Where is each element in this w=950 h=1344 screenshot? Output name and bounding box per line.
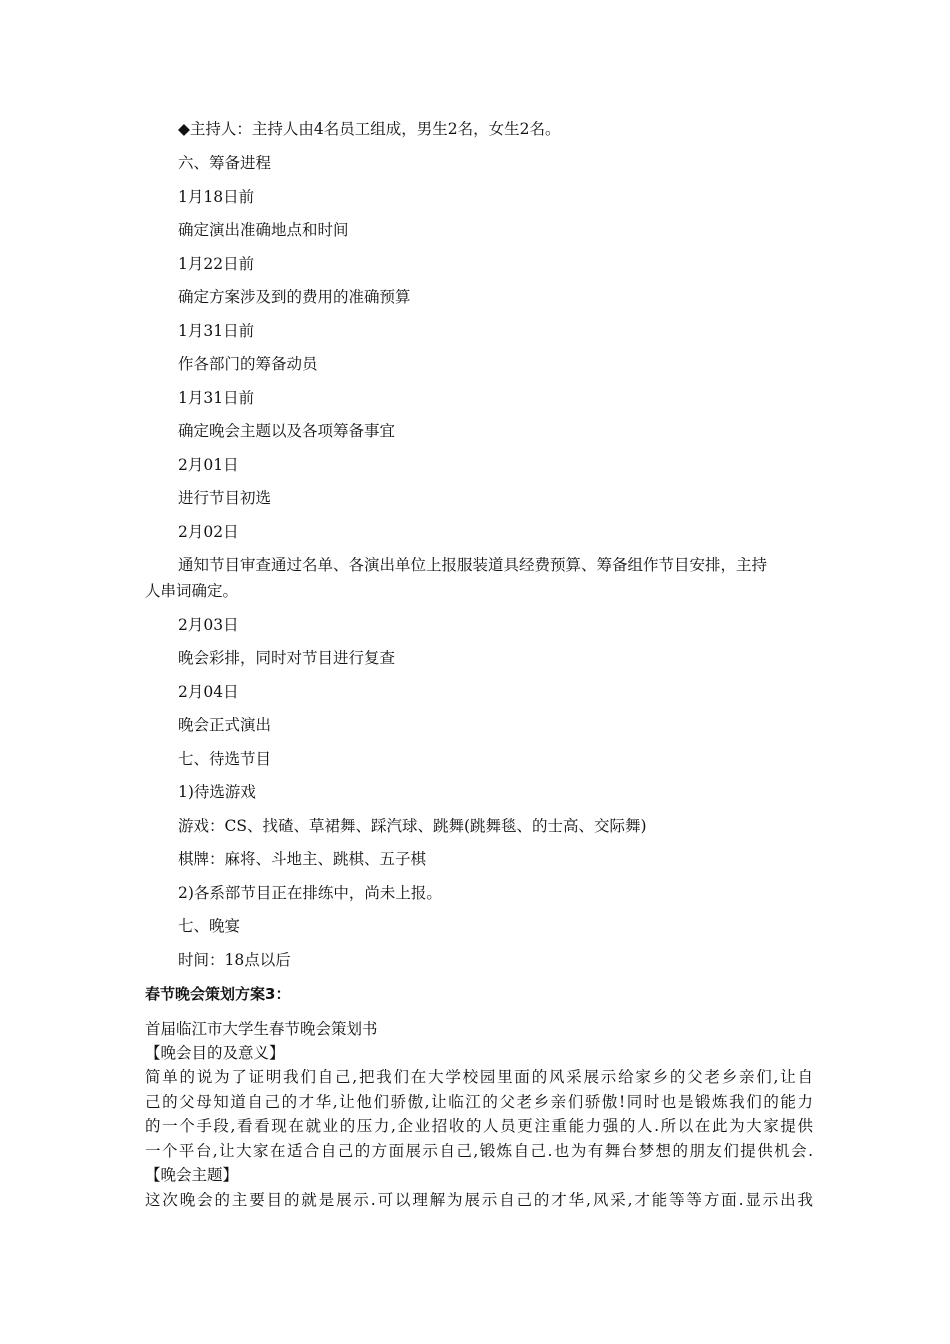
banquet-time: 时间：18点以后	[178, 951, 291, 969]
theme-heading: 【晚会主题】	[145, 1166, 239, 1184]
schedule-task-7: 晚会彩排，同时对节目进行复查	[178, 649, 396, 667]
purpose-line-4: 一个平台,让大家在适合自己的方面展示自己,锻炼自己.也为有舞台梦想的朋友们提供机会.	[145, 1142, 813, 1160]
schedule-date-6: 2月02日	[178, 523, 239, 541]
schedule-date-8: 2月04日	[178, 683, 239, 701]
schedule-task-1: 确定演出准确地点和时间	[178, 221, 349, 239]
schedule-date-1: 1月18日前	[178, 188, 255, 206]
schedule-date-4: 1月31日前	[178, 389, 255, 407]
banquet-heading: 七、晚宴	[178, 917, 241, 935]
games-line: 游戏：CS、找碴、草裙舞、踩汽球、跳舞(跳舞毯、的士高、交际舞)	[178, 817, 647, 835]
schedule-task-6-line1: 通知节目审查通过名单、各演出单位上报服装道具经费预算、筹备组作节目安排，主持	[178, 556, 768, 574]
schedule-task-2: 确定方案涉及到的费用的准确预算	[178, 288, 411, 306]
theme-line: 这次晚会的主要目的就是展示.可以理解为展示自己的才华,风采,才能等等方面.显示出我	[145, 1191, 813, 1209]
candidate-games-label: 1)待选游戏	[178, 783, 256, 801]
purpose-line-2: 己的父母知道自己的才华,让他们骄傲,让临江的父老乡亲们骄傲!同时也是锻炼我们的能力	[145, 1093, 813, 1111]
purpose-heading: 【晚会目的及意义】	[145, 1044, 285, 1062]
purpose-line-3: 的一个手段,看看现在就业的压力,企业招收的人员更注重能力强的人.所以在此为大家提供	[145, 1117, 813, 1135]
schedule-task-5: 进行节目初选	[178, 489, 272, 507]
dept-programs-line: 2)各系部节目正在排练中，尚未上报。	[178, 884, 442, 902]
schedule-task-8: 晚会正式演出	[178, 716, 272, 734]
diamond-bullet-icon: ◆	[178, 120, 190, 138]
schedule-date-2: 1月22日前	[178, 255, 255, 273]
schedule-task-3: 作各部门的筹备动员	[178, 355, 318, 373]
host-line	[178, 119, 561, 139]
section-title: 春节晚会策划方案3：	[145, 985, 291, 1003]
schedule-date-5: 2月01日	[178, 456, 239, 474]
doc-title: 首届临江市大学生春节晚会策划书	[145, 1020, 378, 1038]
purpose-line-1: 简单的说为了证明我们自己,把我们在大学校园里面的风采展示给家乡的父老乡亲们,让自	[145, 1068, 813, 1086]
schedule-task-4: 确定晚会主题以及各项筹备事宜	[178, 422, 396, 440]
schedule-date-7: 2月03日	[178, 616, 239, 634]
host-text: 主持人：主持人由4名员工组成，男生2名，女生2名。	[189, 120, 561, 138]
schedule-date-3: 1月31日前	[178, 322, 255, 340]
candidate-heading: 七、待选节目	[178, 750, 272, 768]
chess-line: 棋牌：麻将、斗地主、跳棋、五子棋	[178, 850, 427, 868]
prep-heading: 六、筹备进程	[178, 154, 272, 172]
schedule-task-6-line2: 人串词确定。	[145, 582, 239, 600]
